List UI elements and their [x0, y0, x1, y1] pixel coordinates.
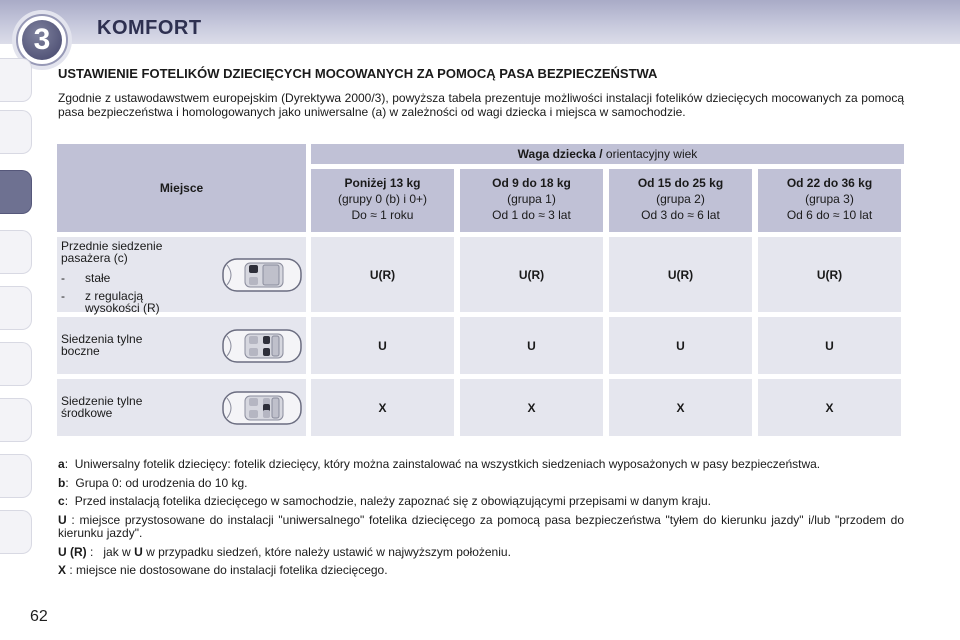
- rear-side-label: Siedzenia tylne boczne: [61, 332, 143, 358]
- weight-header: Waga dziecka / orientacyjny wiek: [311, 144, 904, 164]
- cell-rear-side-group4: U: [758, 317, 901, 374]
- legend-item-b: b: Grupa 0: od urodzenia do 10 kg.: [58, 475, 248, 490]
- legend: [58, 458, 904, 583]
- cell-front-group2: U(R): [460, 237, 603, 312]
- legend-item-c: c: Przed instalacją fotelika dziecięcego w samochodzie, należy zapoznać się z obowiązującymi przepisami w danym kraju.: [58, 494, 712, 508]
- intro-paragraph: Zgodnie z ustawodawstwem europejskim (Dyrektywa 2000/3), powyższa tabela prezentuje możliwości instalacji fotelików dziecięcych mocowanych za pomocą pasa bezpieczeństwa i homologowanych jako uniwersalne (a) w zależności od wagi dziecka i miejsca w samochodzie.: [58, 91, 904, 119]
- group-header-2: Od 9 do 18 kg (grupa 1) Od 1 do ≈ 3 lat: [460, 169, 603, 232]
- group-header-1: Poniżej 13 kg (grupy 0 (b) i 0+) Do ≈ 1 roku: [311, 169, 454, 232]
- chapter-number: 3: [22, 20, 62, 60]
- cell-rear-center-group3: X: [609, 379, 752, 436]
- row-rear-side-place: [57, 317, 306, 374]
- side-tab-8[interactable]: [0, 454, 32, 498]
- side-tab-1[interactable]: [0, 58, 32, 102]
- place-header: Miejsce: [57, 144, 306, 232]
- car-seat-diagram-rear-side: [221, 326, 303, 366]
- cell-rear-side-group2: U: [460, 317, 603, 374]
- side-tab-6[interactable]: [0, 342, 32, 386]
- group-header-4: Od 22 do 36 kg (grupa 3) Od 6 do ≈ 10 lat: [758, 169, 901, 232]
- cell-rear-center-group1: X: [311, 379, 454, 436]
- rear-center-label: Siedzenie tylne środkowe: [61, 394, 143, 420]
- cell-front-group4: U(R): [758, 237, 901, 312]
- legend-item-u: U : miejsce przystosowane do instalacji "uniwersalnego" fotelika dziecięcego za pomocą pasa bezpieczeństwa "tyłem do kierunku jazdy" i/lub "przodem do kierunku jazdy".: [58, 512, 904, 540]
- cell-rear-center-group2: X: [460, 379, 603, 436]
- child-seat-table: [57, 144, 904, 436]
- cell-front-group1: U(R): [311, 237, 454, 312]
- car-seat-diagram-rear-center: [221, 388, 303, 428]
- page-number: 62: [30, 608, 48, 625]
- row-front-passenger-place: [57, 237, 306, 315]
- chapter-title: KOMFORT: [97, 17, 202, 39]
- front-passenger-label: Przednie siedzenie pasażera (c) - stałe - z regulacją wysokości (R): [61, 239, 163, 315]
- cell-rear-side-group3: U: [609, 317, 752, 374]
- side-tab-4[interactable]: [0, 230, 32, 274]
- side-tabs: [0, 58, 34, 578]
- section-title: USTAWIENIE FOTELIKÓW DZIECIĘCYCH MOCOWANYCH ZA POMOCĄ PASA BEZPIECZEŃSTWA: [58, 66, 658, 81]
- cell-front-group3: U(R): [609, 237, 752, 312]
- side-tab-3-active[interactable]: [0, 170, 32, 214]
- car-seat-diagram-front: [221, 255, 303, 295]
- legend-item-ur: U (R) : jak w U w przypadku siedzeń, które należy ustawić w najwyższym położeniu.: [58, 544, 511, 559]
- cell-rear-side-group1: U: [311, 317, 454, 374]
- side-tab-7[interactable]: [0, 398, 32, 442]
- side-tab-9[interactable]: [0, 510, 32, 554]
- legend-item-x: X : miejsce nie dostosowane do instalacji fotelika dziecięcego.: [58, 563, 388, 577]
- group-header-3: Od 15 do 25 kg (grupa 2) Od 3 do ≈ 6 lat: [609, 169, 752, 232]
- legend-item-a: a: Uniwersalny fotelik dziecięcy: fotelik dziecięcy, który można zainstalować na wszystkich siedzeniach wyposażonych w pasy bezpieczeństwa.: [58, 457, 821, 471]
- row-rear-center-place: [57, 379, 306, 436]
- cell-rear-center-group4: X: [758, 379, 901, 436]
- side-tab-2[interactable]: [0, 110, 32, 154]
- side-tab-5[interactable]: [0, 286, 32, 330]
